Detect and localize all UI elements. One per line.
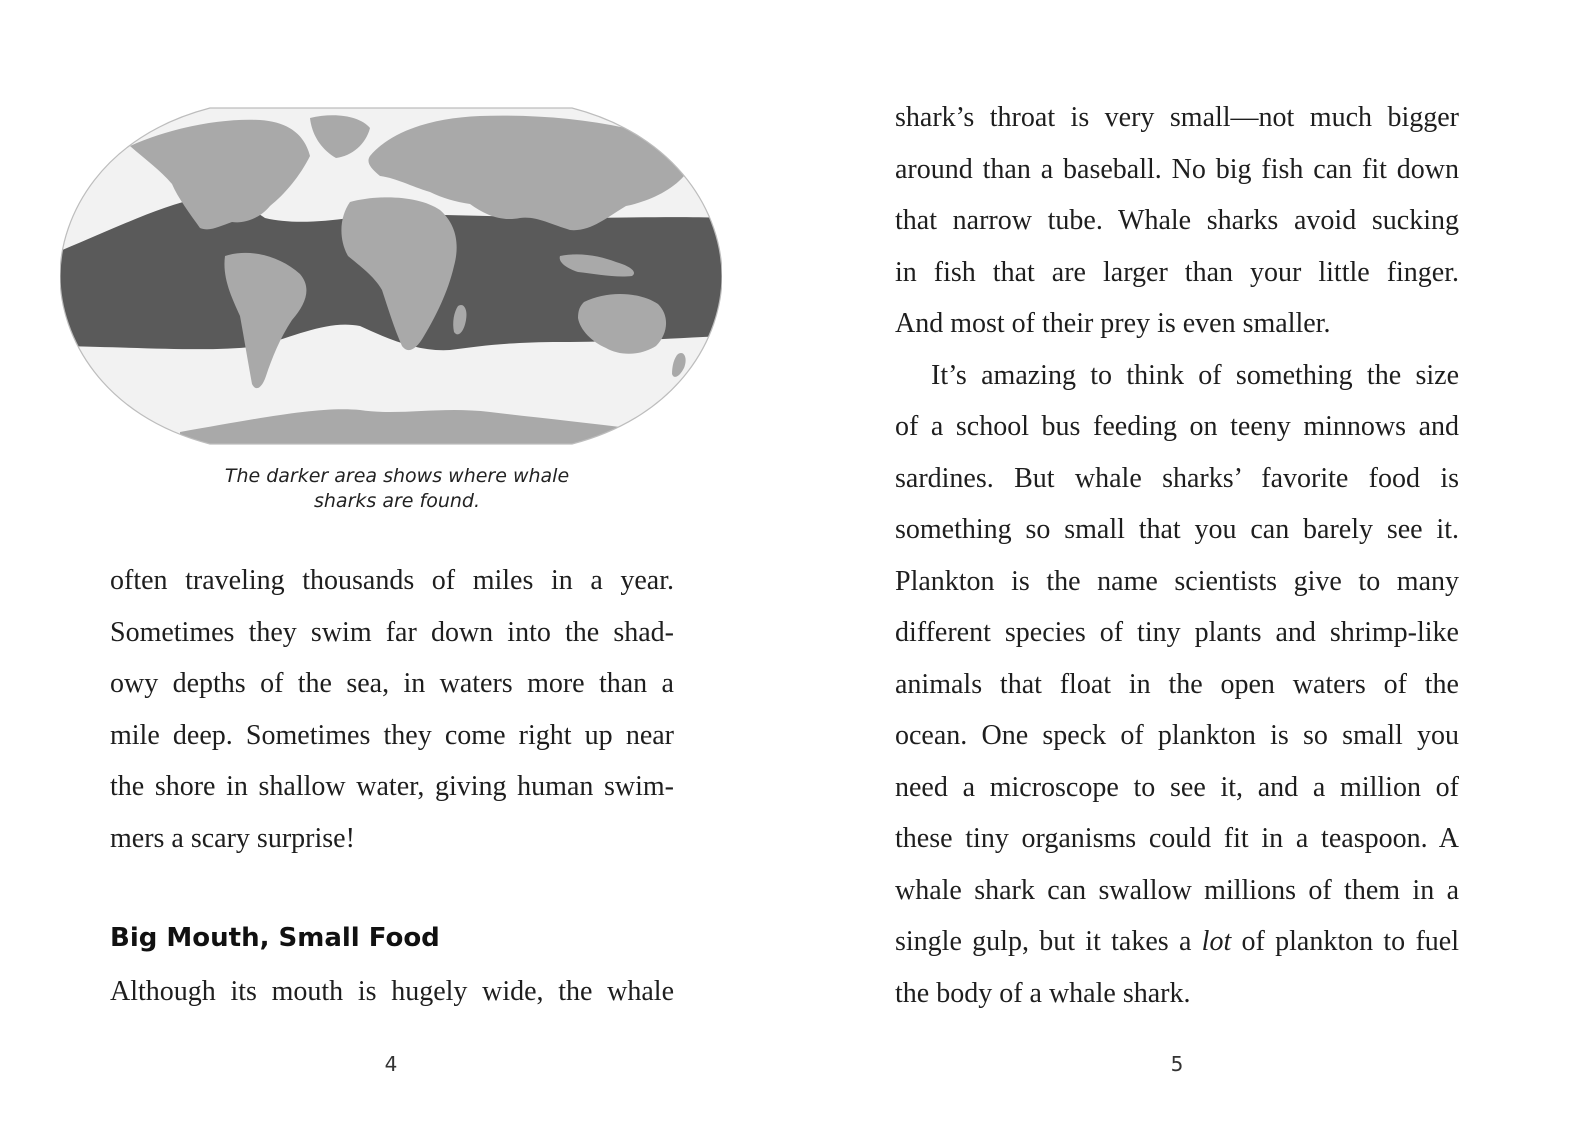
right-page <box>795 0 1590 1140</box>
map-caption <box>112 464 682 514</box>
text-line: often traveling thousands of miles in a year. <box>110 565 674 596</box>
text-line: owy depths of the sea, in waters more than a <box>110 668 674 699</box>
text-line: Sometimes they swim far down into the shad- <box>110 616 674 648</box>
text-line: whale shark can swallow millions of them in a <box>895 874 1459 906</box>
text-fragment: of plankton to fuel <box>1231 926 1459 957</box>
text-line: the shore in shallow water, giving human swim- <box>110 771 674 802</box>
text-line: shark’s throat is very small—not much bigger <box>895 102 1459 133</box>
text-line: animals that float in the open waters of the <box>895 668 1459 700</box>
text-line: need a microscope to see it, and a million of <box>895 771 1459 803</box>
left-body-paragraph <box>110 555 674 864</box>
text-line: these tiny organisms could fit in a teaspoon. A <box>895 823 1459 854</box>
text-line: that narrow tube. Whale sharks avoid sucking <box>895 205 1459 236</box>
caption-line: sharks are found. <box>313 490 481 512</box>
text-line: ocean. One speck of plankton is so small you <box>895 720 1459 751</box>
italic-emphasis: lot <box>1201 926 1232 957</box>
text-line: around than a baseball. No big fish can fit down <box>895 153 1459 185</box>
section-heading: Big Mouth, Small Food <box>110 923 440 953</box>
text-line: And most of their prey is even smaller. <box>895 308 1331 339</box>
text-line-with-italic <box>895 916 1459 968</box>
left-body-paragraph-2 <box>110 966 674 1018</box>
text-line: Although its mouth is hugely wide, the whale <box>110 976 674 1007</box>
text-line: in fish that are larger than your little finger. <box>895 256 1459 288</box>
text-line: mile deep. Sometimes they come right up near <box>110 719 674 751</box>
page-number-left: 4 <box>384 1052 398 1076</box>
text-line: Plankton is the name scientists give to many <box>895 565 1459 597</box>
text-line: sardines. But whale sharks’ favorite food is <box>895 462 1459 494</box>
text-line: something so small that you can barely see it. <box>895 514 1459 545</box>
text-fragment: single gulp, but it takes a <box>895 926 1202 957</box>
text-line: the body of a whale shark. <box>895 977 1191 1009</box>
text-line: of a school bus feeding on teeny minnows and <box>895 411 1459 442</box>
text-line: It’s amazing to think of something the size <box>931 359 1459 391</box>
page-number-right: 5 <box>1170 1052 1184 1076</box>
right-body-text <box>895 92 1459 1019</box>
text-line: different species of tiny plants and shrimp-like <box>895 617 1459 648</box>
text-line: mers a scary surprise! <box>110 822 355 854</box>
whale-shark-range-map <box>60 106 722 446</box>
caption-line: The darker area shows where whale <box>224 465 570 487</box>
